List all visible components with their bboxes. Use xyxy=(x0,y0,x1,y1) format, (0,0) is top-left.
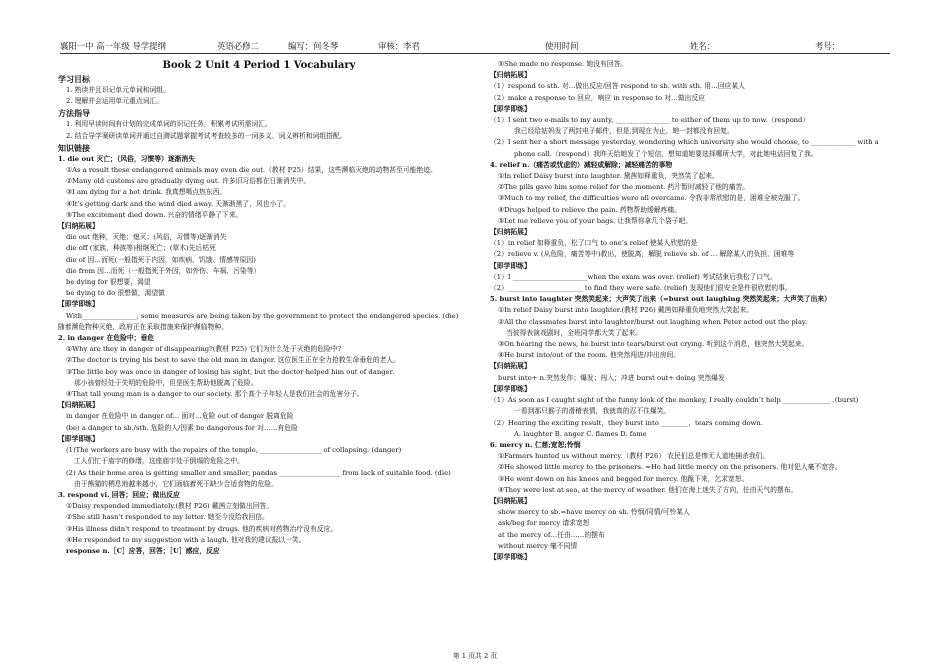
left-line: ②She still hasn't responded to my letter. 她至今没给我回信。 xyxy=(66,513,269,522)
right-line: A. laughter B. anger C. flames D. fame xyxy=(514,429,647,438)
right-line: at the mercy of…任由……的摆布 xyxy=(498,530,605,539)
right-line: ①Farmers hunted us without mercy.（教材 P26） 农民们总是惨无人道地捕杀我们。 xyxy=(498,452,770,461)
header-subject: 英语必修二 xyxy=(217,41,259,51)
left-line: ④He responded to my suggestion with a laugh. 他对我的建议报以一笑。 xyxy=(66,535,306,544)
left-line: 学习目标 xyxy=(58,74,90,84)
left-line: ①As a result these endangered animals may even die out.（教材 P25）结果，这些濒临灭绝的动物甚至可能绝迹。 xyxy=(66,166,437,175)
left-line: 2. 理解并会运用单元重点词汇。 xyxy=(66,97,164,106)
right-line: （2）______________________ to find they were safe. (relief) 发现他们很安全是件很欣慰的事。 xyxy=(490,284,792,293)
right-line: 我已经给姑妈发了两封电子邮件，但是,到现在为止，她一封都没有回复。 xyxy=(514,127,734,136)
left-column xyxy=(58,59,460,557)
left-line: 【归纳拓展】 xyxy=(58,222,99,231)
left-line: (be) a danger to sb./sth. 危险的人/因素 be dangerous for 对……有危险 xyxy=(66,423,298,432)
page-title: Book 2 Unit 4 Period 1 Vocabulary xyxy=(162,60,356,71)
left-line: ①Why are they in danger of disappearing?(教材 P25) 它们为什么处于灭绝的危险中? xyxy=(66,345,342,354)
left-line: (2) As their home area is getting smaller and smaller, pandas __________________ from lack of suitable food. (die) xyxy=(66,468,451,477)
left-line: ⑤The excitement died down. 兴奋的情绪平静了下来。 xyxy=(66,210,243,219)
right-line: without mercy 毫不同情 xyxy=(498,541,578,550)
right-line: 【归纳拓展】 xyxy=(490,71,531,80)
left-line: ②The doctor is trying his best to save the old man in danger. 这位医生正在全力抢救生命垂危的老人。 xyxy=(66,356,401,365)
left-line: in danger 在危险中 in danger of… 面对…危险 out of danger 脱离危险 xyxy=(66,412,294,421)
right-line: ⑤Let me relieve you of your bags. 让我帮你拿几个袋子吧。 xyxy=(498,216,693,225)
left-line: 随着濒危物种灭绝，政府正在采取措施来保护濒临物种。 xyxy=(58,322,228,331)
right-line: （2）Hearing the exciting result，they burst into ________，tears coming down. xyxy=(490,418,763,427)
right-line: 【归纳拓展】 xyxy=(490,496,531,505)
right-line: ②The pills gave him some relief for the moment. 药片暂时减轻了他的痛苦。 xyxy=(498,183,750,192)
right-line: （2）make a response to 回应，响应 in response to 对…做出反应 xyxy=(490,93,706,102)
right-line: （1）I ______________________when the exam was over. (relief) 考试结束后我松了口气。 xyxy=(490,272,777,281)
right-line: （1）As soon as I caught sight of the funny look of the monkey, I really couldn’t help ______________ .(burst) xyxy=(490,396,859,405)
left-line: (1)The workers are busy with the repairs of the temple, __________________ of collapsing. (danger) xyxy=(66,446,402,455)
left-line: 2. 结合导学案研读单词并通过自测试题掌握考试考查较多的一词多义、词义辨析和词组搭配。 xyxy=(66,131,347,140)
right-line: ①In relief Daisy burst into laughter. 黛茜如释重负，突然笑了起来。 xyxy=(498,172,719,181)
right-line: 6. mercy n. 仁慈;宽恕;怜悯 xyxy=(490,440,581,449)
left-line: ②Many old customs are gradually dying out. 许多旧习俗都在日渐消失中。 xyxy=(66,177,311,186)
header-reviewer: 审核：李君 xyxy=(378,41,420,51)
left-line: be dying to do 很想做，渴望做 xyxy=(66,289,165,298)
left-line: 【即学即练】 xyxy=(58,300,99,309)
right-line: （2）I sent her a short message yesterday, wondering which university she would choose, to _____________ with a xyxy=(490,138,879,147)
right-line: ②He showed little mercy to the prisoners. =He had little mercy on the prisoners. 他对犯人毫不宽容。 xyxy=(498,463,842,472)
right-line: ③He went down on his knees and begged for mercy. 他跪下来，乞求宽恕。 xyxy=(498,474,749,483)
left-line: 那小孩曾经处于失明的危险中，但是医生帮助他脱离了危险。 xyxy=(74,378,258,387)
right-line: （1）respond to sth. 对…做出反应/回答 respond to sb. with sth. 用…回应某人 xyxy=(490,82,745,91)
left-line: ④That tall young man is a danger to our society. 那个高个子年轻人是我们社会的危害分子。 xyxy=(66,390,364,399)
right-line: 当彼得表演戏剧时，全班同学都大笑了起来。 xyxy=(506,328,642,337)
left-line: 2. in danger 在危险中；垂危 xyxy=(58,334,155,343)
right-line: burst into+ n.突然发作；爆发；闯入；冲进 burst out+ doing 突然爆发 xyxy=(498,373,725,382)
left-line: 【归纳拓展】 xyxy=(58,401,99,410)
left-line: die from 因…而死（一般指死于外因，如外伤、车祸、污染等） xyxy=(66,266,261,275)
left-line: die out 绝种，灭绝；熄灭；(风俗，习惯等)逐渐消失 xyxy=(66,233,227,242)
right-line: ③On hearing the news, he burst into tears/burst out crying. 听到这个消息，他突然大哭起来。 xyxy=(498,340,809,349)
left-line: die of 因…而死(一般指死于内因，如疾病、饥饿、情感等原因) xyxy=(66,255,256,264)
right-line: ①In relief Daisy burst into laughter.(教材 P26) 戴茜如释重负地突然大笑起来。 xyxy=(498,306,754,315)
right-line: 5. burst into laughter 突然笑起来；大声笑了出来（=burst out laughing 突然笑起来；大声笑了出来） xyxy=(490,295,831,304)
left-line: ③I am dying for a hot drink. 我真想喝点热东西。 xyxy=(66,188,227,197)
right-line: 【归纳拓展】 xyxy=(490,362,531,371)
right-line: 4. relief n.（痛苦或忧虑的）减轻或解除；减轻痛苦的事物 xyxy=(490,160,673,169)
left-line: ③The little boy was once in danger of losing his sight, but the doctor helped him out of danger. xyxy=(66,367,395,376)
left-line: 知识链接 xyxy=(58,142,90,153)
left-line: 3. respond vi. 回答；回应；做出反应 xyxy=(58,490,180,499)
right-line: （1）in relief 如释重负，松了口气 to one’s relief 使某人欣慰的是 xyxy=(490,239,698,248)
right-line: ②All the classmates burst into laughter/burst out laughing when Peter acted out the play. xyxy=(498,317,808,326)
header-name: 姓名： xyxy=(690,41,716,51)
right-line: ④Drugs helped to relieve the pain. 药物帮助缓解疼痛。 xyxy=(498,205,682,214)
left-line: ③His illness didn't respond to treatment by drugs. 他的疾病对药物治疗没有反应。 xyxy=(66,524,338,533)
left-line: 1. 熟读并且识记单元单词和词组。 xyxy=(66,86,170,94)
right-line: ④They were lost at sea, at the mercy of weather. 他们在海上迷失了方向，任由天气的摆布。 xyxy=(498,485,798,494)
right-column xyxy=(490,59,898,563)
header-use-time: 使用时间 xyxy=(545,41,579,51)
left-line: be dying for 很想要，渴望 xyxy=(66,278,151,287)
right-line: ask/beg for mercy 请求宽恕 xyxy=(498,519,590,528)
right-line: 【即学即练】 xyxy=(490,552,531,561)
page-footer: 第 1 页共 2 页 xyxy=(452,652,498,660)
right-line: 【归纳拓展】 xyxy=(490,228,531,237)
right-line: 【即学即练】 xyxy=(490,384,531,393)
right-line: 【即学即练】 xyxy=(490,261,531,270)
header-author: 编写：何冬琴 xyxy=(288,41,339,51)
right-line: ⑤She made no response. 她没有回答。 xyxy=(498,60,628,68)
left-line: 1. 利用早读时间有计划的完成单词的识记任务，积累考试所需词汇。 xyxy=(66,120,272,129)
right-line: phone call.（respond）我昨天给她发了个短信，想知道她要选择哪所大学，对此她电话回复了我。 xyxy=(514,149,818,158)
right-line: ③Much to my relief, the difficulties were all overcame. 令我非常欣慰的是，困难全被克服了。 xyxy=(498,194,805,203)
right-line: show mercy to sb.=have mercy on sb. 怜悯/同情/可怜某人 xyxy=(498,508,690,517)
left-line: ④It's getting dark and the wind died away. 天渐渐黑了，风也小了。 xyxy=(66,199,290,208)
left-line: 【即学即练】 xyxy=(58,434,99,443)
right-line: （1）I sent two e-mails to my aunty, ________________ to either of them up to now.（respond） xyxy=(490,116,810,125)
right-line: ④He burst into/out of the room. 他突然闯进/冲出房间。 xyxy=(498,351,681,360)
page-header xyxy=(60,39,890,54)
left-line: response n.［C］应答，回答；［U］感应，反应 xyxy=(66,546,220,555)
header-school: 襄阳一中 高一年级 导学提纲 xyxy=(60,41,166,51)
left-line: 方法指导 xyxy=(58,108,90,119)
left-line: die off (家族、种族等)相继死亡；(草木)先后枯死 xyxy=(66,244,216,253)
left-line: With________________, some measures are being taken by the government to protect the endangered species. (die) xyxy=(66,311,459,320)
left-line: ①Daisy responded immediately.(教材 P26) 戴茜立刻做出回答。 xyxy=(66,502,274,511)
left-line: 工人们忙于庙宇的修缮，这座庙宇处于倒塌的危险之中。 xyxy=(74,457,244,466)
header-exam-no: 考号： xyxy=(815,41,841,51)
right-line: 一看到那只猴子的滑稽表情，我就真的忍不住爆笑。 xyxy=(514,407,671,416)
right-line: 【即学即练】 xyxy=(490,104,531,113)
left-line: 由于熊猫的栖息地越来越小，它们面临着死于缺少合适食物的危险。 xyxy=(74,479,278,488)
left-line: 1. die out 灭亡；（风俗，习惯等）逐渐消失 xyxy=(58,154,196,163)
right-line: （2）relieve v. (从危险，痛苦等中)救出，使脱离，解脱 relieve sb. of … 解除某人的负担、困难等 xyxy=(490,250,795,259)
